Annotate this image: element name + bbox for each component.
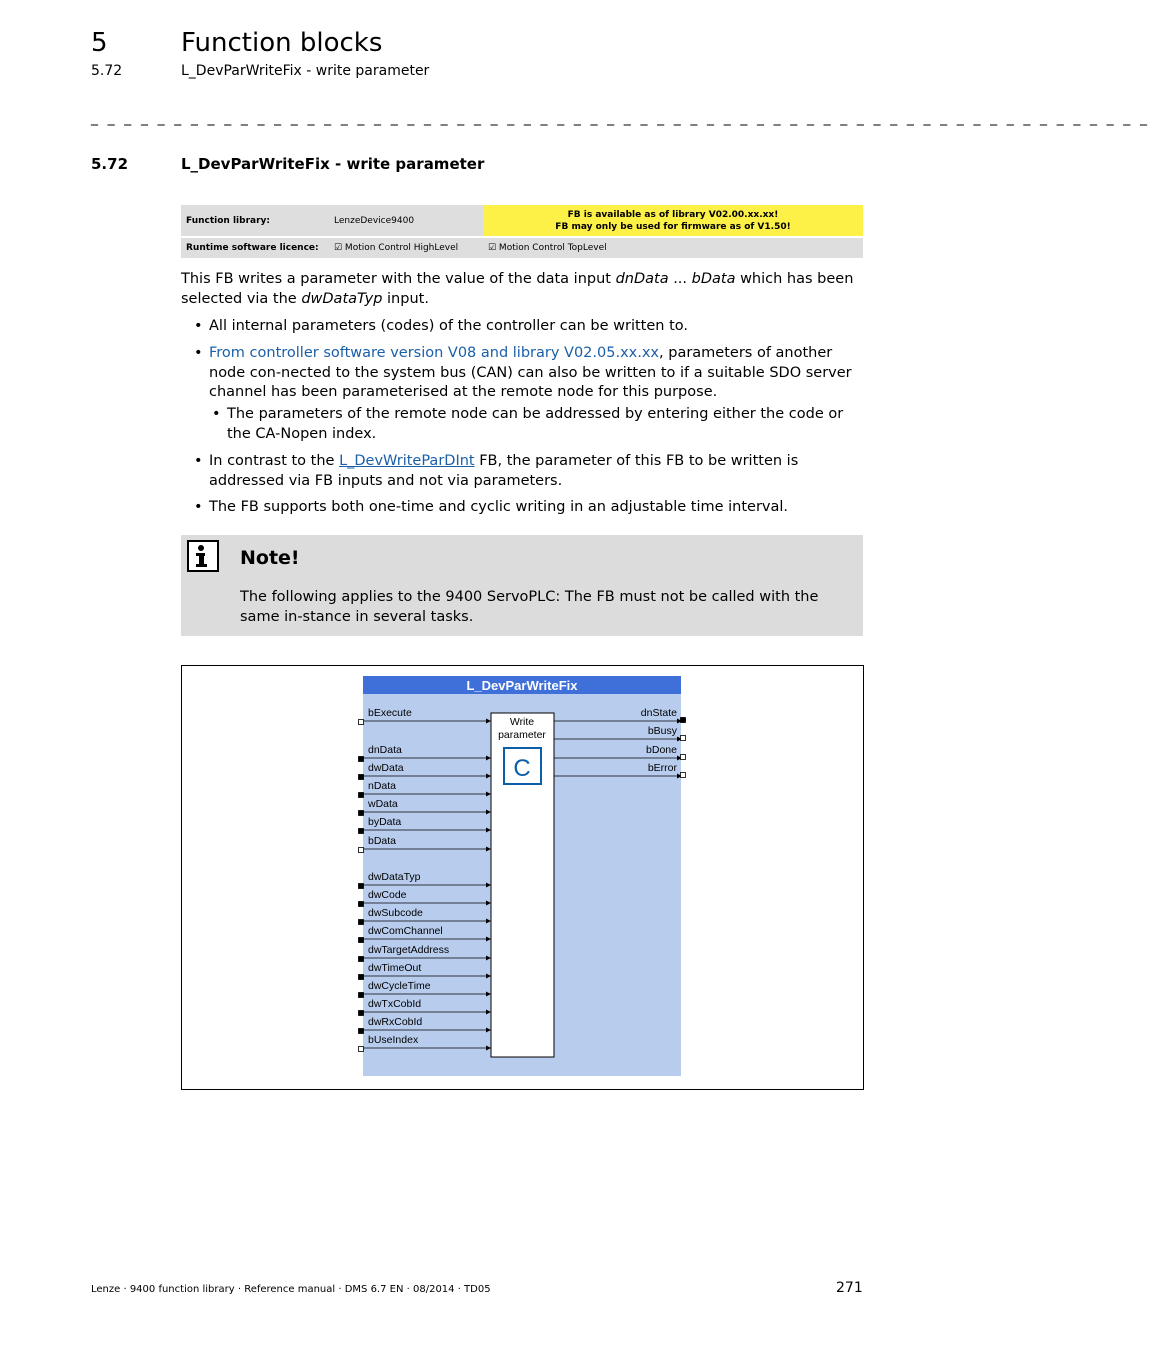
footer-text: Lenze · 9400 function library · Reference manual · DMS 6.7 EN · 08/2014 · TD05 — [91, 1284, 491, 1295]
input-label-bData: bData — [368, 835, 397, 847]
intro-paragraph — [181, 270, 871, 309]
info-table — [181, 205, 863, 260]
bullet-internal-params — [194, 317, 869, 337]
bullet-dot: • — [194, 499, 203, 515]
input-label-nData: nData — [368, 780, 397, 792]
input-pin-dwData — [359, 775, 364, 780]
output-label-bBusy: bBusy — [647, 725, 677, 737]
bullet-text: The parameters of the remote node can be addressed by entering either the code or the CA-Nopen index. — [227, 406, 844, 442]
output-pin-bError — [681, 773, 686, 778]
input-label-wData: wData — [368, 798, 398, 810]
bullet-dot: • — [194, 318, 203, 334]
bullet-dot: • — [194, 345, 203, 361]
header-divider: _ _ _ _ _ _ _ _ _ _ _ _ _ _ _ _ _ _ _ _ _ _ _ _ _ _ _ _ _ _ _ _ _ _ _ _ _ _ _ _ _ _ _ _ _ _ _ _ _ _ _ _ _ _ _ _ _ _ _ _ _ _ _ _ — [91, 110, 1150, 126]
intro-text-1: This FB writes a parameter with the value of the data input — [181, 271, 616, 287]
input-pin-wData — [359, 811, 364, 816]
input-pin-dwComChannel — [359, 938, 364, 943]
function-library-value: LenzeDevice9400 — [329, 205, 483, 237]
availability-note-line2: FB may only be used for firmware as of V1.50! — [555, 221, 791, 232]
block-text-line2: parameter — [498, 729, 546, 741]
software-version-link[interactable]: From controller software version V08 and library V02.05.xx.xx — [209, 345, 660, 361]
intro-italic-dwDataTyp: dwDataTyp — [301, 290, 383, 307]
input-pin-nData — [359, 793, 364, 798]
sub-bullet-addressing — [212, 405, 867, 444]
block-symbol: C — [513, 755, 531, 782]
input-label-dwRxCobId: dwRxCobId — [368, 1016, 423, 1028]
licence-highlevel: ☑ Motion Control HighLevel — [329, 237, 483, 259]
subsection-number: 5.72 — [91, 63, 123, 79]
input-pin-bExecute — [359, 720, 364, 725]
input-label-dwComChannel: dwComChannel — [368, 925, 443, 937]
input-label-dwCycleTime: dwCycleTime — [368, 980, 431, 992]
bullet-text: FB, the parameter of this FB to be written is addressed via FB inputs and not via parameters. — [209, 453, 799, 489]
input-label-dwCode: dwCode — [368, 889, 407, 901]
bullet-text: , parameters of another node con-nected to the system bus (CAN) can also be written to if a suitable SDO server channel has been parameterised at the remote node for this purpose. — [209, 345, 852, 400]
input-label-dwSubcode: dwSubcode — [368, 907, 423, 919]
devwritepardint-link[interactable]: L_DevWriteParDInt — [339, 453, 475, 469]
licence-toplevel: ☑ Motion Control TopLevel — [483, 237, 863, 259]
bullet-dot: • — [194, 453, 203, 469]
availability-note — [483, 205, 863, 237]
input-label-bExecute: bExecute — [368, 707, 412, 719]
chapter-title: Function blocks — [181, 28, 383, 58]
chapter-number: 5 — [91, 28, 108, 58]
output-pin-bBusy — [681, 736, 686, 741]
availability-note-line1: FB is available as of library V02.00.xx.xx! — [567, 209, 779, 220]
input-pin-dwRxCobId — [359, 1029, 364, 1034]
info-row-library — [181, 205, 863, 237]
info-row-licence — [181, 237, 863, 259]
note-title: Note! — [240, 547, 300, 569]
input-label-dwDataTyp: dwDataTyp — [368, 871, 421, 883]
note-text: The following applies to the 9400 ServoPLC: The FB must not be called with the same in-stance in several tasks. — [240, 589, 819, 625]
bullet-cyclic — [194, 498, 869, 518]
subsection-title: L_DevParWriteFix - write parameter — [181, 63, 430, 79]
input-pin-dwCycleTime — [359, 993, 364, 998]
input-pin-dwSubcode — [359, 920, 364, 925]
input-pin-byData — [359, 829, 364, 834]
output-label-bDone: bDone — [646, 744, 677, 756]
diagram-frame — [181, 665, 864, 1090]
output-label-bError: bError — [647, 762, 677, 774]
section-number: 5.72 — [91, 155, 129, 173]
input-pin-dwTimeOut — [359, 975, 364, 980]
input-pin-dwTxCobId — [359, 1011, 364, 1016]
input-label-dnData: dnData — [368, 744, 402, 756]
input-label-dwData: dwData — [368, 762, 404, 774]
input-label-bUseIndex: bUseIndex — [368, 1034, 419, 1046]
intro-italic-bData: bData — [691, 271, 736, 287]
bullet-remote-node — [194, 344, 869, 403]
section-title: L_DevParWriteFix - write parameter — [181, 155, 485, 173]
output-pin-dnState — [681, 718, 686, 723]
bullet-dot: • — [212, 406, 221, 422]
function-library-label: Function library: — [181, 205, 329, 237]
input-label-dwTargetAddress: dwTargetAddress — [368, 944, 450, 956]
bullet-text: The FB supports both one-time and cyclic writing in an adjustable time interval. — [209, 499, 789, 515]
intro-text-4: input. — [382, 290, 429, 307]
page-number: 271 — [836, 1280, 863, 1296]
intro-text-2: ... — [668, 271, 692, 287]
output-pin-bDone — [681, 755, 686, 760]
input-pin-dwDataTyp — [359, 884, 364, 889]
function-block-diagram — [182, 666, 863, 1089]
info-icon — [187, 540, 219, 572]
input-pin-dwTargetAddress — [359, 957, 364, 962]
intro-italic-dnData: dnData — [615, 271, 669, 287]
input-label-dwTimeOut: dwTimeOut — [368, 962, 422, 974]
block-text-line1: Write — [509, 716, 535, 728]
bullet-text: In contrast to the — [209, 453, 340, 469]
input-pin-dwCode — [359, 902, 364, 907]
input-label-byData: byData — [368, 816, 402, 828]
intro-text-3: which has been selected via the — [181, 271, 854, 307]
bullet-text: All internal parameters (codes) of the controller can be written to. — [209, 318, 689, 334]
input-pin-bData — [359, 848, 364, 853]
input-pin-dnData — [359, 757, 364, 762]
input-label-dwTxCobId: dwTxCobId — [368, 998, 422, 1010]
licence-label: Runtime software licence: — [181, 237, 329, 259]
bullet-contrast — [194, 452, 869, 491]
fb-name: L_DevParWriteFix — [466, 678, 578, 693]
output-label-dnState: dnState — [640, 707, 677, 719]
input-pin-bUseIndex — [359, 1047, 364, 1052]
